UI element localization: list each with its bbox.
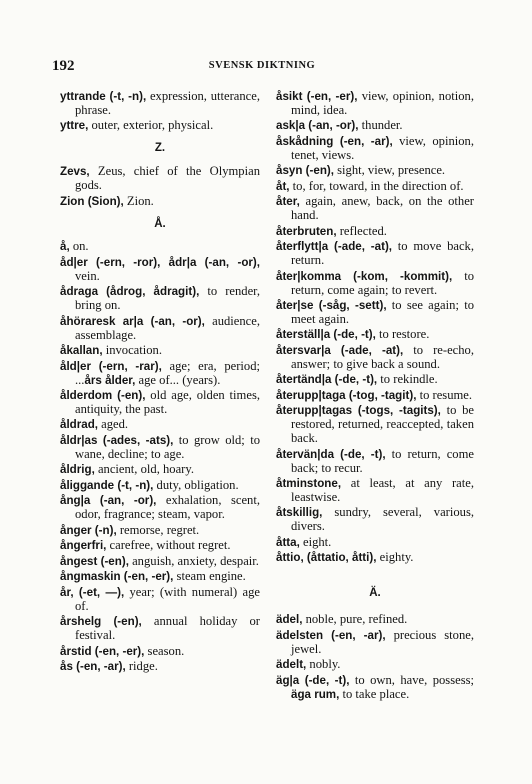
entry-definition: to resume.	[416, 387, 473, 402]
entry-headword: ång|a (-an, -or),	[60, 494, 157, 508]
entry-headword: år, (-et, —),	[60, 585, 125, 599]
entry-headword: yttrande (-t, -n),	[60, 90, 147, 103]
entry-definition: audience, assemblage.	[75, 313, 260, 342]
entry-headword: återställ|a (-de, -t),	[276, 328, 376, 342]
entry-definition: view, opinion, tenet, views.	[291, 133, 474, 162]
dictionary-entry	[276, 119, 474, 133]
dictionary-entry	[60, 360, 260, 388]
entry-definition: to, for, toward, in the direction of.	[289, 178, 464, 193]
dictionary-entry	[60, 463, 260, 477]
section-letter: Å.	[154, 217, 166, 230]
entry-headword: återbruten,	[276, 224, 337, 238]
entry-headword: ångest (-en),	[60, 554, 129, 568]
dictionary-entry	[276, 225, 474, 239]
entry-definition: eight.	[299, 534, 332, 549]
dictionary-entry	[60, 524, 260, 538]
entry-definition: ancient, old, hoary.	[94, 462, 194, 477]
entry-headword: återflytt|a (-ade, -at),	[276, 240, 393, 254]
entry-headword: ädelt,	[276, 658, 307, 672]
dictionary-entry	[60, 418, 260, 432]
dictionary-entry	[60, 315, 260, 343]
dictionary-entry	[60, 660, 260, 674]
entry-definition: to own, have, possess;	[349, 672, 474, 687]
entry-definition: remorse, regret.	[116, 522, 200, 537]
entry-definition: to rekindle.	[377, 372, 438, 387]
dictionary-entry	[276, 344, 474, 372]
entry-definition: expression, utterance, phrase.	[75, 89, 260, 117]
entry-definition: year; (with numeral) age of.	[75, 584, 260, 613]
dictionary-entry	[60, 195, 260, 209]
entry-definition: sight, view, presence.	[333, 163, 446, 178]
entry-definition: precious stone, jewel.	[291, 627, 474, 656]
entry-headword: åter|komma (-kom, -kommit),	[276, 269, 453, 283]
entry-headword: yttre,	[60, 119, 89, 133]
dictionary-entry	[60, 586, 260, 614]
entry-headword: åhöraresk ar|a (-an, -or),	[60, 314, 205, 328]
entry-headword: ädelsten (-en, -ar),	[276, 628, 386, 642]
entry-headword: åtskillig,	[276, 506, 323, 520]
entry-definition: season.	[144, 643, 185, 658]
dictionary-entry	[276, 658, 474, 672]
dictionary-entry	[276, 613, 474, 627]
entry-definition: to take place.	[339, 686, 410, 701]
entry-definition: view, opinion, notion, mind, idea.	[291, 89, 474, 117]
entry-definition: reflected.	[336, 223, 387, 238]
entry-definition: nobly.	[306, 657, 341, 672]
dictionary-entry	[60, 555, 260, 569]
entry-headword: ångerfri,	[60, 539, 107, 553]
entry-headword: Zevs,	[60, 165, 90, 179]
dictionary-entry	[60, 494, 260, 522]
entry-definition: anguish, anxiety, despair.	[128, 553, 259, 568]
entry-headword: åttio, (åttatio, åtti),	[276, 551, 377, 565]
entry-definition: to grow old; to wane, decline; to age.	[75, 432, 260, 461]
entry-definition: to be restored, returned, reaccepted, taken back.	[291, 403, 474, 446]
dictionary-entry	[60, 256, 260, 284]
entry-headword: återupp|tagas (-togs, -tagits),	[276, 404, 441, 418]
dictionary-entry	[60, 539, 260, 553]
entry-headword: åskådning (-en, -ar),	[276, 134, 393, 148]
dictionary-entry	[60, 90, 260, 118]
dictionary-entry	[276, 448, 474, 476]
dictionary-entry	[276, 164, 474, 178]
dictionary-entry	[276, 328, 474, 342]
entry-definition: sundry, several, various, divers.	[291, 505, 474, 534]
entry-headword: åld|er (-ern, -rar),	[60, 359, 162, 373]
entry-definition: annual holiday or festival.	[75, 614, 261, 643]
entry-definition: exhalation, scent, odor, fragrance; steam, vapor.	[75, 493, 260, 522]
entry-headword: ådraga (ådrog, ådragit),	[60, 285, 200, 299]
entry-headword: åkallan,	[60, 344, 103, 358]
entry-headword: ångmaskin (-en, -er),	[60, 570, 174, 584]
dictionary-entry	[60, 119, 260, 133]
entry-definition: age; era, period; ...	[75, 358, 260, 387]
dictionary-entry	[60, 344, 260, 358]
entry-definition: invocation.	[102, 343, 163, 358]
entry-headword: åldrig,	[60, 463, 95, 477]
entry-headword: återtänd|a (-de, -t),	[276, 373, 378, 387]
entry-definition: to move back, return.	[291, 239, 474, 268]
entry-headword: åsikt (-en, -er),	[276, 90, 358, 103]
entry-definition: again, anew, back, on the other hand.	[291, 194, 474, 223]
dictionary-entry	[276, 629, 474, 657]
entry-headword: åter,	[276, 195, 300, 209]
entry-definition: to re-echo, answer; to give back a sound.	[291, 342, 474, 371]
dictionary-entry	[276, 674, 474, 702]
entry-headword: åtta,	[276, 535, 300, 549]
entry-definition: noble, pure, refined.	[302, 612, 408, 627]
entry-headword: åsyn (-en),	[276, 164, 334, 178]
entry-definition: on.	[69, 239, 89, 254]
entry-definition: Zeus, chief of the Olympian gods.	[75, 164, 260, 193]
entry-headword: åter|se (-såg, -sett),	[276, 299, 387, 313]
entry-headword: årstid (-en, -er),	[60, 644, 145, 658]
dictionary-entry	[60, 285, 260, 313]
entry-definition: duty, obligation.	[153, 477, 239, 492]
entry-headword: års ålder,	[84, 373, 136, 387]
dictionary-entry	[60, 434, 260, 462]
entry-headword: ånger (-n),	[60, 523, 117, 537]
entry-headword: åtminstone,	[276, 477, 342, 491]
dictionary-entry	[60, 479, 260, 493]
dictionary-entry	[276, 90, 474, 118]
entry-headword: återupp|taga (-tog, -tagit),	[276, 388, 417, 402]
entry-definition: to see again; to meet again.	[291, 298, 474, 326]
dictionary-entry	[276, 195, 474, 223]
dictionary-entry	[276, 180, 474, 194]
entry-definition: outer, exterior, physical.	[88, 118, 214, 133]
entry-definition: thunder.	[358, 118, 403, 133]
dictionary-entry	[276, 536, 474, 550]
entry-definition: steam engine.	[173, 569, 246, 584]
entry-headword: årshelg (-en),	[60, 615, 142, 629]
dictionary-entry	[276, 270, 474, 298]
dictionary-entry	[276, 551, 474, 565]
dictionary-entry	[276, 299, 474, 327]
dictionary-entry	[276, 240, 474, 268]
dictionary-entry	[276, 506, 474, 534]
dictionary-entry	[60, 645, 260, 659]
page-number: 192	[52, 58, 75, 74]
entry-headword: åd|er (-ern, -ror), ådr|a (-an, -or),	[60, 255, 260, 269]
entry-headword: ålderdom (-en),	[60, 389, 146, 403]
entry-headword: åldrad,	[60, 418, 99, 432]
entry-definition: to return, come again; to revert.	[291, 268, 474, 297]
entry-definition: old age, olden times, antiquity, the past.	[75, 388, 260, 416]
entry-headword: åliggande (-t, -n),	[60, 478, 154, 492]
left-column	[60, 90, 260, 676]
entry-headword: återsvar|a (-ade, -at),	[276, 343, 404, 357]
running-title: SVENSK DIKTNING	[208, 60, 316, 71]
right-column	[276, 90, 474, 703]
dictionary-entry	[60, 165, 260, 193]
entry-headword: äga rum,	[291, 687, 340, 701]
entry-headword: Zion (Sion),	[60, 194, 124, 208]
section-letter: Ä.	[369, 587, 381, 600]
entry-definition: to restore.	[375, 327, 430, 342]
entry-definition: to render, bring on.	[75, 284, 260, 313]
dictionary-entry	[276, 404, 474, 446]
entry-headword: åldr|as (-ades, -ats),	[60, 433, 174, 447]
entry-definition: vein.	[75, 268, 100, 283]
dictionary-entry	[60, 570, 260, 584]
entry-definition: ridge.	[125, 659, 158, 674]
dictionary-entry	[60, 240, 260, 254]
entry-headword: ädel,	[276, 613, 303, 627]
entry-headword: återvän|da (-de, -t),	[276, 447, 386, 461]
entry-headword: åt,	[276, 179, 290, 193]
entry-definition: Zion.	[123, 193, 154, 208]
entry-definition: eighty.	[376, 550, 414, 565]
entry-definition: age of... (years).	[135, 372, 221, 387]
dictionary-entry	[276, 135, 474, 163]
section-letter: Z.	[154, 142, 166, 155]
page-header	[52, 58, 472, 78]
entry-headword: ask|a (-an, -or),	[276, 119, 359, 133]
entry-definition: at least, at any rate, leastwise.	[291, 476, 474, 504]
dictionary-entry	[276, 477, 474, 505]
dictionary-entry	[276, 373, 474, 387]
dictionary-entry	[60, 615, 260, 643]
entry-definition: aged.	[98, 417, 129, 432]
entry-definition: carefree, without regret.	[106, 538, 231, 553]
dictionary-entry	[60, 389, 260, 417]
entry-headword: å,	[60, 240, 70, 254]
entry-headword: ås (-en, -ar),	[60, 660, 126, 674]
dictionary-entry	[276, 389, 474, 403]
entry-headword: äg|a (-de, -t),	[276, 673, 350, 687]
entry-definition: to return, come back; to recur.	[291, 446, 474, 475]
